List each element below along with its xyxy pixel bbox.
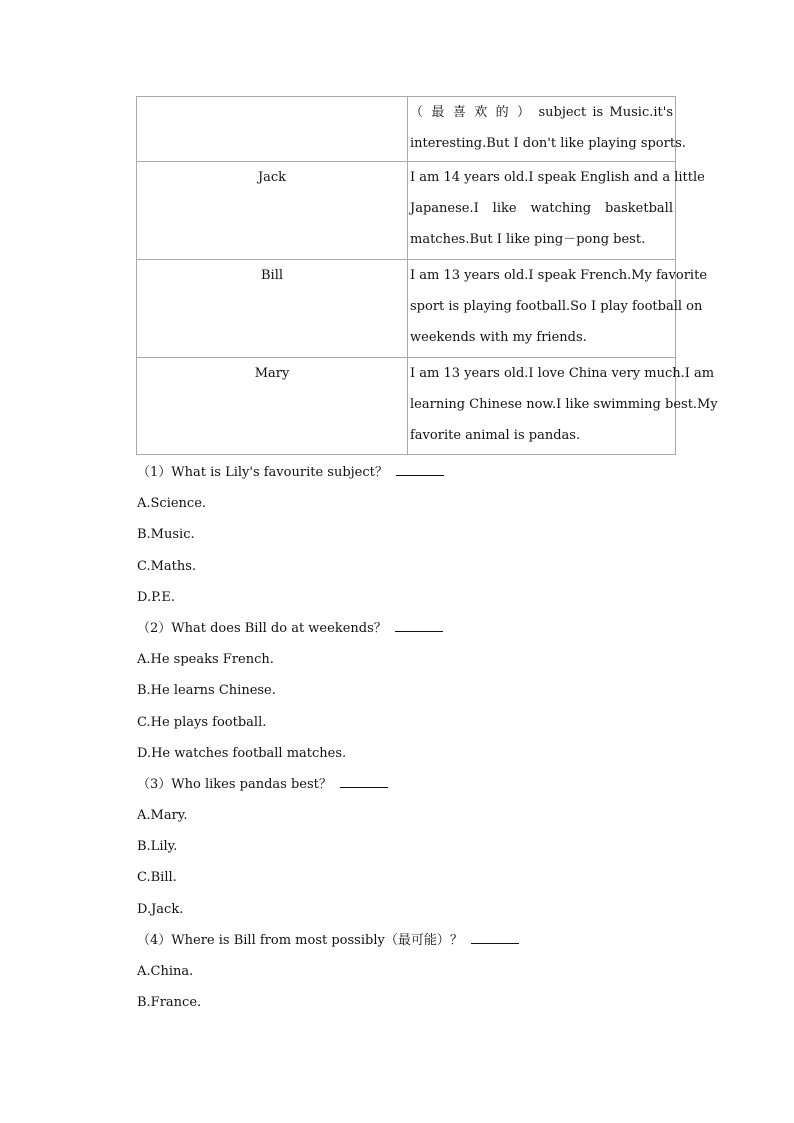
question-4	[137, 925, 697, 956]
option-b: B.France.	[137, 995, 202, 1011]
name-cell: Mary	[137, 358, 408, 455]
question-2	[137, 613, 697, 644]
description-cell	[408, 162, 705, 260]
option-c: C.Bill.	[137, 870, 177, 886]
question-list	[137, 457, 697, 1018]
question-text: （1）What is Lily's favourite subject？	[137, 465, 388, 480]
description-cell	[408, 97, 686, 162]
description-line: sport is playing football.So I play football on	[410, 299, 703, 314]
option-d: D.He watches football matches.	[137, 745, 347, 761]
description-line: weekends with my friends.	[410, 330, 587, 345]
table-row	[137, 97, 676, 162]
name-cell	[137, 97, 408, 162]
question-1	[137, 457, 697, 488]
option-a: A.Mary.	[137, 808, 188, 824]
description-line: interesting.But I don't like playing sports.	[410, 136, 686, 151]
question-text: （2）What does Bill do at weekends？	[137, 620, 387, 636]
option-a: A.China.	[137, 964, 194, 979]
description-line: I am 13 years old.I love China very much.I am	[410, 366, 715, 381]
option-c: C.Maths.	[137, 558, 197, 574]
description-line: Japanese.I like watching basketball	[410, 201, 673, 216]
option-b: B.Music.	[137, 527, 195, 543]
question-text: （3）Who likes pandas best？	[137, 776, 332, 792]
answer-blank[interactable]	[396, 465, 444, 476]
option-d: D.Jack.	[137, 901, 184, 917]
table-row	[137, 260, 676, 358]
option-a: A.Science.	[137, 496, 207, 512]
description-cell	[408, 260, 708, 358]
description-line: matches.But I like ping－pong best.	[410, 232, 646, 247]
question-text: （4）Where is Bill from most possibly（最可能）？	[137, 932, 463, 948]
option-d: D.P.E.	[137, 589, 175, 605]
description-line: I am 14 years old.I speak English and a little	[410, 170, 705, 185]
description-line: （ 最 喜 欢 的 ） subject is Music.it's	[410, 105, 673, 120]
description-line: favorite animal is pandas.	[410, 428, 581, 443]
name-cell: Jack	[137, 162, 408, 260]
option-b: B.Lily.	[137, 839, 178, 855]
name-cell: Bill	[137, 260, 408, 358]
option-c: C.He plays football.	[137, 714, 267, 730]
description-cell	[408, 358, 718, 455]
option-b: B.He learns Chinese.	[137, 683, 276, 699]
description-line: I am 13 years old.I speak French.My favorite	[410, 268, 708, 283]
table-row	[137, 358, 676, 455]
question-3	[137, 769, 697, 800]
table-row	[137, 162, 676, 260]
option-a: A.He speaks French.	[137, 652, 274, 668]
answer-blank[interactable]	[471, 933, 519, 944]
answer-blank[interactable]	[395, 621, 443, 632]
answer-blank[interactable]	[340, 777, 388, 788]
description-line: learning Chinese now.I like swimming best.My	[410, 397, 718, 412]
info-table	[136, 96, 718, 455]
